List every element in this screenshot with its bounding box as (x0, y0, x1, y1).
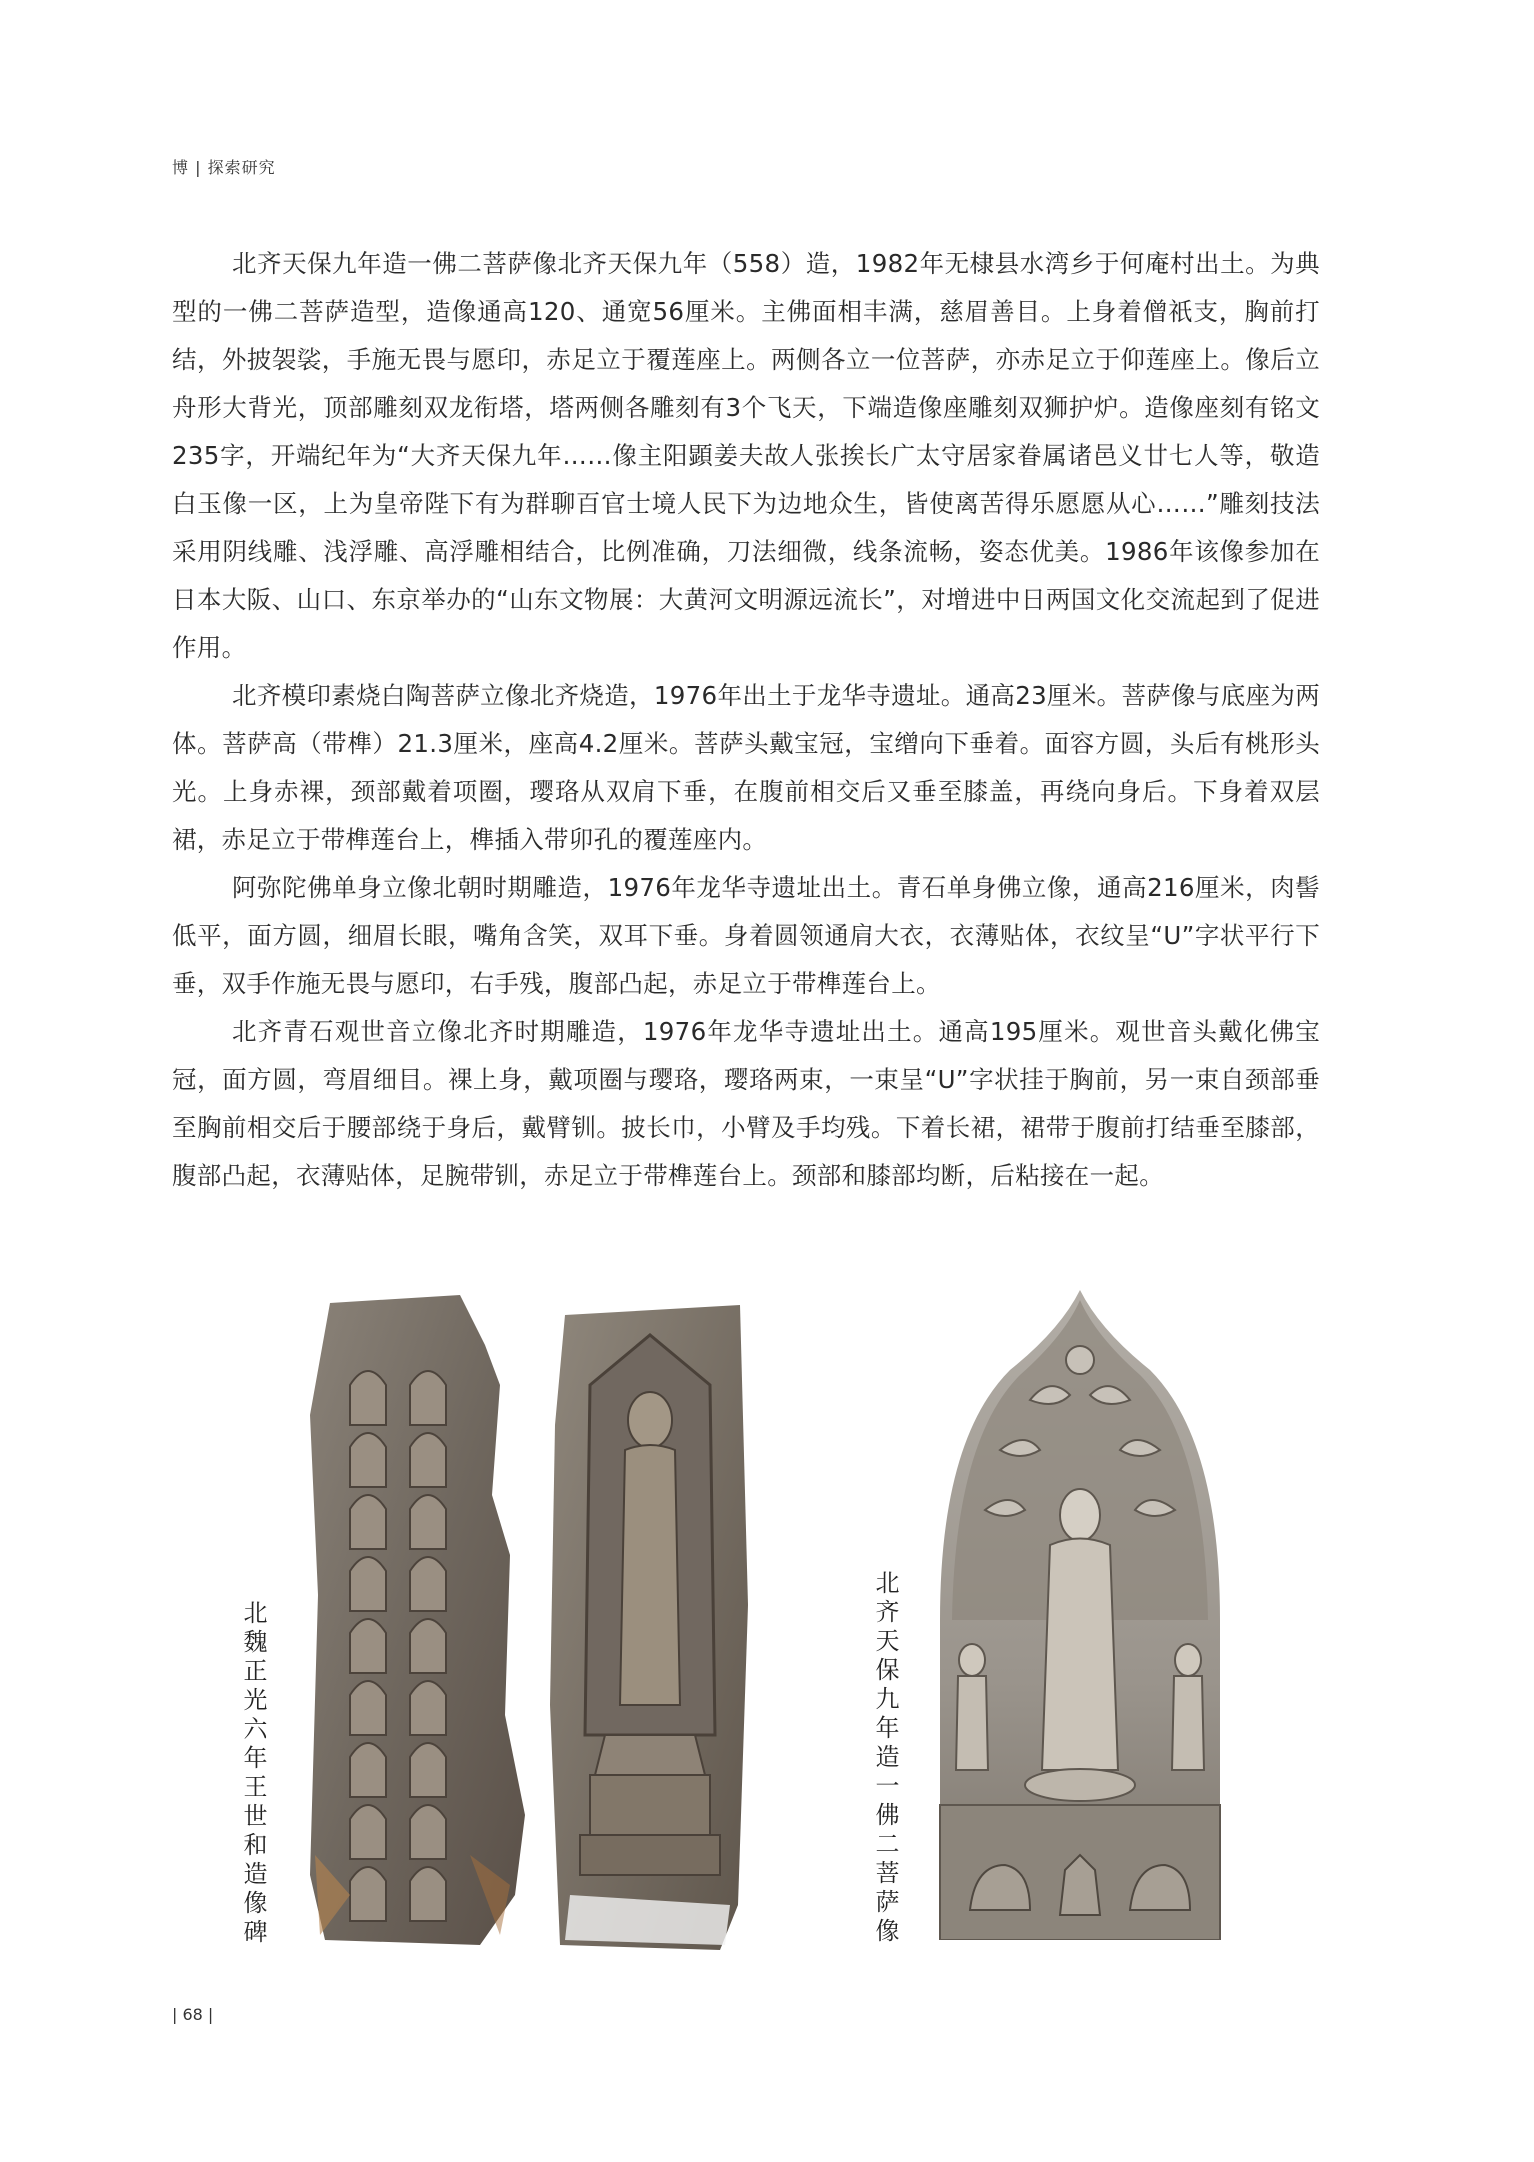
paragraph-1: 北齐天保九年造一佛二菩萨像北齐天保九年（558）造，1982年无棣县水湾乡于何庵村出土。为典型的一佛二菩萨造型，造像通高120、通宽56厘米。主佛面相丰满，慈眉善目。上身着僧祇支，胸前打结，外披袈裟，手施无畏与愿印，赤足立于覆莲座上。两侧各立一位菩萨，亦赤足立于仰莲座上。像后立舟形大背光，顶部雕刻双龙衔塔，塔两侧各雕刻有3个飞天，下端造像座雕刻双狮护炉。造像座刻有铭文235字，开端纪年为“大齐天保九年……像主阳顕姜夫故人张挨长广太守居家眷属诸邑义廿七人等，敬造白玉像一区，上为皇帝陛下有为群聊百官士境人民下为边地众生，皆使离苦得乐愿愿从心……”雕刻技法采用阴线雕、浅浮雕、高浮雕相结合，比例准确，刀法细微，线条流畅，姿态优美。1986年该像参加在日本大阪、山口、东京举办的“山东文物展：大黄河文明源远流长”，对增进中日两国文化交流起到了促进作用。 (172, 249, 1320, 662)
paragraph-4: 北齐青石观世音立像北齐时期雕造，1976年龙华寺遗址出土。通高195厘米。观世音头戴化佛宝冠，面方圆，弯眉细目。裸上身，戴项圈与璎珞，璎珞两束，一束呈“U”字状挂于胸前，另一束自颈部垂至胸前相交后于腰部绕于身后，戴臂钏。披长巾，小臂及手均残。下着长裙，裙带于腹前打结垂至膝部，腹部凸起，衣薄贴体，足腕带钏，赤足立于带榫莲台上。颈部和膝部均断，后粘接在一起。 (172, 1017, 1320, 1190)
section-header: 博 | 探索研究 (172, 158, 276, 177)
page-number: | 68 | (172, 2005, 214, 2024)
buddha-stele-photo (930, 1290, 1230, 1940)
right-figure-caption: 北齐天保九年造一佛二菩萨像 (871, 1570, 899, 1947)
paragraph-3: 阿弥陀佛单身立像北朝时期雕造，1976年龙华寺遗址出土。青石单身佛立像，通高216厘米，肉髻低平，面方圆，细眉长眼，嘴角含笑，双耳下垂。身着圆领通肩大衣，衣薄贴体，衣纹呈“U”字状平行下垂，双手作施无畏与愿印，右手残，腹部凸起，赤足立于带榫莲台上。 (172, 873, 1320, 998)
left-figure-caption: 北魏正光六年王世和造像碑 (239, 1600, 267, 1948)
article-body (172, 240, 1320, 1200)
stele-photo-side (310, 1295, 525, 1945)
stele-photo-front (550, 1305, 750, 1950)
paragraph-2: 北齐模印素烧白陶菩萨立像北齐烧造，1976年出土于龙华寺遗址。通高23厘米。菩萨像与底座为两体。菩萨高（带榫）21.3厘米，座高4.2厘米。菩萨头戴宝冠，宝缯向下垂着。面容方圆，头后有桃形头光。上身赤裸，颈部戴着项圈，璎珞从双肩下垂，在腹前相交后又垂至膝盖，再绕向身后。下身着双层裙，赤足立于带榫莲台上，榫插入带卯孔的覆莲座内。 (172, 681, 1320, 854)
